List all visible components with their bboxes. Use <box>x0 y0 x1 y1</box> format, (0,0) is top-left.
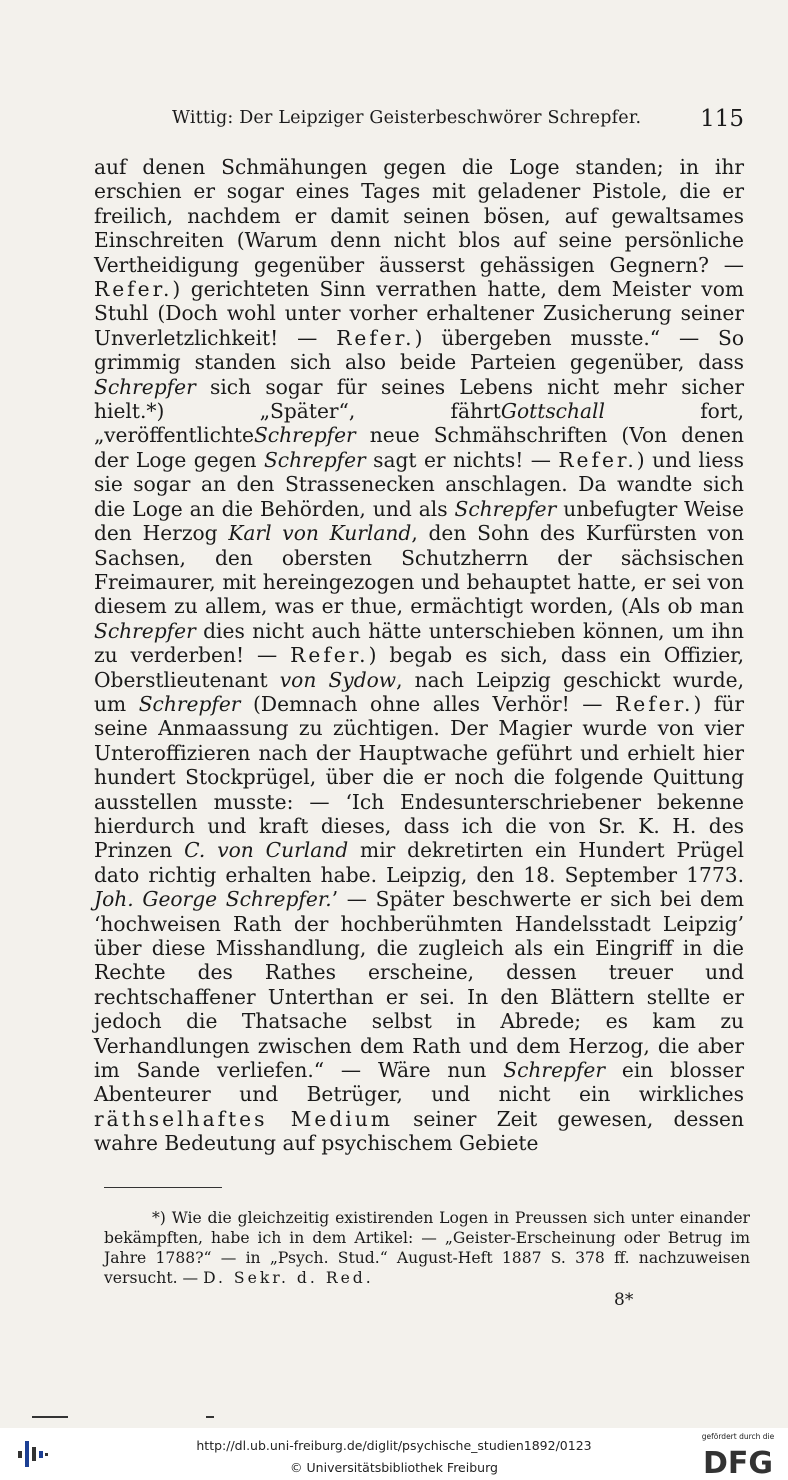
emphasis: räthselhaftes Medium <box>94 1106 393 1131</box>
person-name: Schrepfer <box>94 374 196 399</box>
person-name: von Sydow <box>279 667 397 692</box>
person-name: Joh. George Schrepfer. <box>94 887 332 912</box>
person-name: C. von Curland <box>184 838 349 863</box>
body-paragraph: auf denen Schmähungen gegen die Loge standen; in ihr erschien er sogar eines Tages mit geladener Pistole, die er freilich, nachdem er damit seinen bösen, auf gewaltsames Einschreiten (Warum denn nicht blos auf seine persönliche Vertheidigung gegenüber äusserst gehässigen Gegnern? — Refer.) gerichteten Sinn verrathen hatte, dem Meister vom Stuhl (Doch wohl unter vorher erhaltener Zusicherung seiner Unverletzlichkeit! — Refer.) übergeben musste.“ — So grimmig standen sich also beide Parteien gegenüber, dass Schrepfer sich sogar für seines Lebens nicht mehr sicher hielt.*) „Später“, fährtGottschall fort, „veröffentlichteSchrepfer neue Schmähschriften (Von denen der Loge gegen Schrepfer sagt er nichts! — Refer.) und liess sie sogar an den Strassenecken anschlagen. Da wandte sich die Loge an die Behörden, und als Schrepfer unbefugter Weise den Herzog Karl von Kurland, den Sohn des Kurfürsten von Sachsen, den obersten Schutzherrn der sächsischen Freimaurer, mit hereingezogen und behauptet hatte, er sei von diesem zu allem, was er thue, ermächtigt worden, (Als ob man Schrepfer dies nicht auch hätte unterschieben können, um ihn zu verderben! — Refer.) begab es sich, dass ein Offizier, Oberstlieutenant von Sydow, nach Leipzig geschickt wurde, um Schrepfer (Demnach ohne alles Verhör! — Refer.) für seine Anmaassung zu züchtigen. Der Magier wurde von vier Unteroffizieren nach der Hauptwache geführt und erhielt hier hundert Stockprügel, über die er noch die folgende Quittung ausstellen musste: — ‘Ich Endesunterschriebener bekenne hierdurch und kraft dieses, dass ich die von Sr. K. H. des Prinzen C. von Curland mir dekretirten ein Hundert Prügel dato richtig erhalten habe. Leipzig, den 18. September 1773. Joh. George Schrepfer.’ — Später beschwerte er sich bei dem ‘hochweisen Rath der hochberühmten Handelsstadt Leipzig’ über diese Misshandlung, die zugleich als ein Eingriff in die Rechte des Rathes erscheine, dessen treuer und rechtschaffener Unterthan er sei. In den Blättern stellte er jedoch die Thatsache selbst in Abrede; es kam zu Verhandlungen zwischen dem Rath und dem Herzog, die aber im Sande verliefen.“ — Wäre nun Schrepfer ein blosser Abenteurer und Betrüger, und nicht ein wirkliches räthselhaftes Medium seiner Zeit gewesen, dessen wahre Bedeutung auf psychischem Gebiete <box>94 155 745 1156</box>
editor-note: Refer. <box>558 447 637 472</box>
page-number: 115 <box>700 106 744 132</box>
person-name: Gottschall <box>500 399 605 424</box>
footnote <box>104 1208 750 1288</box>
source-url-link[interactable]: http://dl.ub.uni-freiburg.de/diglit/psychische_studien1892/0123 <box>196 1438 592 1453</box>
running-title: Wittig: Der Leipziger Geisterbeschwörer Schrepfer. <box>172 108 642 128</box>
copyright-notice: © Universitätsbibliothek Freiburg <box>290 1460 498 1475</box>
signature-mark: 8* <box>614 1290 634 1310</box>
editor-note: Refer. <box>290 643 369 668</box>
person-name: Schrepfer <box>94 618 196 643</box>
funder-caption: gefördert durch die <box>701 1432 775 1441</box>
editor-signature: D. Sekr. d. Red. <box>203 1269 374 1287</box>
footer-bar <box>0 1428 788 1480</box>
editor-note: Refer. <box>615 691 694 716</box>
funder-badge <box>694 1432 782 1478</box>
editor-note: Refer. <box>336 325 415 350</box>
scan-artifact <box>32 1416 68 1418</box>
body-text <box>94 155 744 1156</box>
editor-note: Refer. <box>94 277 173 302</box>
scan-artifact <box>206 1416 214 1418</box>
person-name: Schrepfer <box>503 1058 606 1083</box>
footnote-text: *) Wie die gleichzeitig existirenden Logen in Preussen sich unter einander bekämpften, habe ich in dem Artikel: — „Geister-Erscheinung oder Betrug im Jahre 1788?“ — in „Psych. Stud.“ August-Heft 1887 S. 378 ff. nachzuweisen versucht. — D. Sekr. d. Red. <box>104 1209 750 1287</box>
person-name: Schrepfer <box>454 496 557 521</box>
person-name: Schrepfer <box>263 447 366 472</box>
page-header <box>172 108 744 138</box>
footnote-divider <box>104 1187 222 1188</box>
person-name: Schrepfer <box>138 691 241 716</box>
person-name: Karl von Kurland <box>228 521 412 546</box>
person-name: Schrepfer <box>253 423 356 448</box>
dfg-logo-icon <box>696 1444 780 1478</box>
funder-name: DFG <box>702 1446 774 1478</box>
